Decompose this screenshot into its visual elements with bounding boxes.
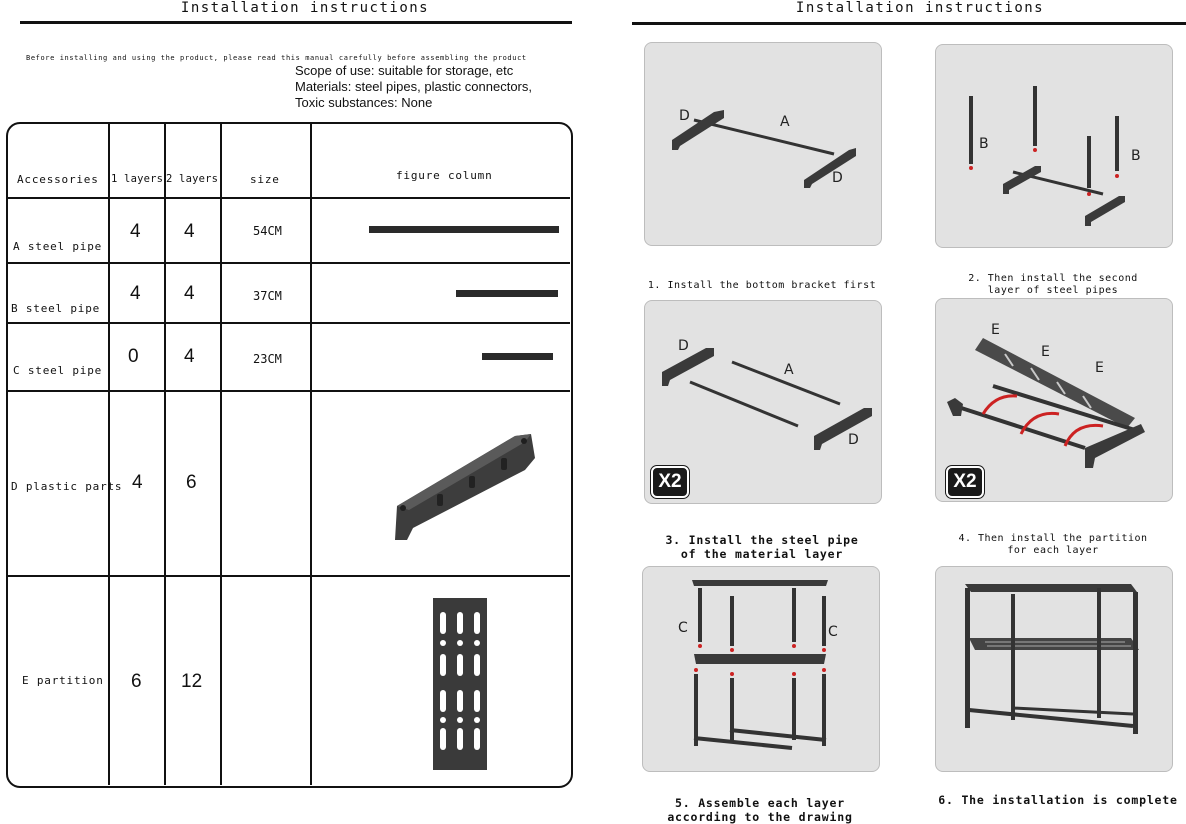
header-accessories: Accessories	[17, 173, 99, 186]
table-column-divider	[310, 123, 312, 785]
pipe-b-figure	[456, 290, 558, 297]
row-b-two-layers: 4	[184, 283, 195, 304]
row-c-two-layers: 4	[184, 346, 195, 367]
row-c-size: 23CM	[253, 352, 282, 366]
label-d: D	[679, 108, 690, 124]
step-6-illustration	[935, 566, 1171, 770]
step-4-caption-line: for each layer	[1007, 545, 1099, 556]
step-5-caption	[642, 796, 878, 824]
header-figure-column: figure column	[396, 169, 493, 182]
step-5-caption-line: 5. Assemble each layer	[675, 796, 845, 810]
row-b-one-layer: 4	[130, 283, 141, 304]
row-b-name: B steel pipe	[11, 302, 101, 315]
spec-block	[295, 63, 532, 111]
step-1-illustration	[644, 42, 880, 244]
intro-text: Before installing and using the product, please read this manual carefully before assembling the product	[26, 54, 527, 62]
table-column-divider	[164, 123, 166, 785]
row-a-size: 54CM	[253, 224, 282, 238]
table-column-divider	[220, 123, 222, 785]
step-4-caption-line: 4. Then install the partition	[958, 533, 1148, 544]
label-d: D	[832, 170, 843, 186]
row-e-two-layers: 12	[181, 671, 203, 692]
step-5-caption-line: according to the drawing	[667, 810, 853, 824]
pipe-a-figure	[369, 226, 559, 233]
row-d-two-layers: 6	[186, 472, 197, 493]
label-d: D	[848, 432, 859, 448]
pipe-c-figure	[482, 353, 553, 360]
step-3-caption-line: of the material layer	[680, 547, 844, 561]
step-2-illustration	[935, 44, 1171, 246]
step-6-caption	[930, 793, 1186, 807]
row-e-one-layer: 6	[131, 671, 142, 692]
step-1-caption	[644, 279, 880, 292]
left-title-rule	[20, 21, 572, 24]
table-divider	[7, 197, 570, 199]
label-a: A	[780, 114, 790, 130]
table-column-divider	[108, 123, 110, 785]
step-2-caption-line: 2. Then install the second	[968, 273, 1138, 284]
row-d-name: D plastic parts	[11, 480, 123, 493]
label-e: E	[991, 322, 1000, 338]
label-e: E	[1095, 360, 1104, 376]
header-1-layers: 1 layers	[111, 173, 164, 185]
label-b: B	[979, 136, 989, 152]
header-size: size	[250, 173, 280, 186]
step-4-x2-badge: X2	[946, 466, 984, 498]
step-4-caption	[935, 533, 1171, 557]
label-d: D	[678, 338, 689, 354]
label-e: E	[1041, 344, 1050, 360]
step-3-caption	[644, 533, 880, 561]
step-3-caption-line: 3. Install the steel pipe	[665, 533, 859, 547]
partition-panel-figure	[433, 598, 487, 770]
row-b-size: 37CM	[253, 289, 282, 303]
row-a-two-layers: 4	[184, 221, 195, 242]
step-2-caption	[935, 273, 1171, 297]
step-6-caption-line: 6. The installation is complete	[938, 793, 1178, 807]
right-page-title: Installation instructions	[795, 0, 1045, 16]
row-c-one-layer: 0	[128, 346, 139, 367]
row-e-name: E partition	[22, 674, 104, 687]
spec-materials: Materials: steel pipes, plastic connectors,	[295, 79, 532, 94]
label-a: A	[784, 362, 794, 378]
label-c: C	[828, 624, 838, 640]
right-title-rule	[632, 22, 1186, 25]
step-3-x2-badge: X2	[651, 466, 689, 498]
row-c-name: C steel pipe	[13, 364, 103, 377]
left-page-title: Installation instructions	[180, 0, 430, 16]
row-a-name: A steel pipe	[13, 240, 103, 253]
spec-toxic: Toxic substances: None	[295, 95, 433, 110]
spec-scope: Scope of use: suitable for storage, etc	[295, 63, 514, 78]
step-1-caption-line: 1. Install the bottom bracket first	[647, 280, 877, 291]
step-5-illustration	[642, 566, 878, 770]
plastic-connector-figure	[385, 428, 545, 543]
table-divider	[7, 575, 570, 577]
row-a-one-layer: 4	[130, 221, 141, 242]
label-b: B	[1131, 148, 1141, 164]
header-2-layers: 2 layers	[166, 173, 219, 185]
step-2-caption-line: layer of steel pipes	[987, 285, 1119, 296]
table-divider	[7, 390, 570, 392]
table-divider	[7, 322, 570, 324]
table-divider	[7, 262, 570, 264]
label-c: C	[678, 620, 688, 636]
row-d-one-layer: 4	[132, 472, 143, 493]
